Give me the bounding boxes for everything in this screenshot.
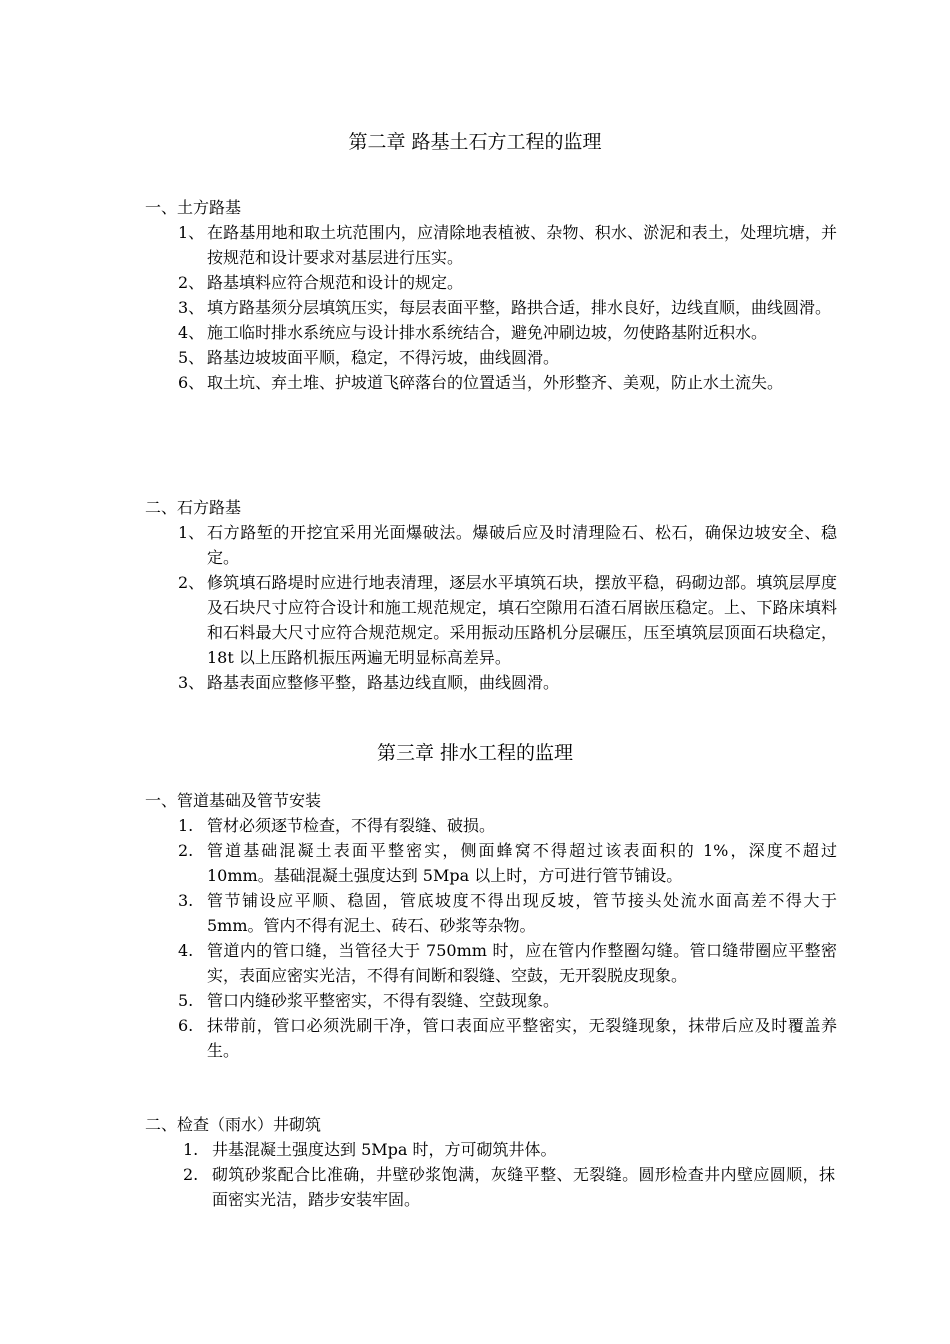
item-text: 管材必须逐节检查，不得有裂缝、破损。 (207, 816, 496, 835)
item-text: 在路基用地和取土坑范围内，应清除地表植被、杂物、积水、淤泥和表土，处理坑塘，并按规范和设计要求对基层进行压实。 (207, 223, 837, 267)
item-text: 管口内缝砂浆平整密实，不得有裂缝、空鼓现象。 (207, 991, 560, 1010)
item-number: 1、 (178, 223, 205, 242)
item-number: 1. (178, 816, 194, 835)
list-item (178, 270, 837, 295)
item-number: 4、 (178, 323, 205, 342)
list-item (178, 888, 837, 938)
item-number: 1. (183, 1140, 199, 1159)
list-item (178, 670, 837, 695)
chapter-2-title: 第二章 路基土石方工程的监理 (348, 131, 602, 153)
item-text: 填方路基须分层填筑压实，每层表面平整，路拱合适，排水良好，边线直顺，曲线圆滑。 (207, 298, 832, 317)
item-text: 取土坑、弃土堆、护坡道飞碎落台的位置适当，外形整齐、美观，防止水土流失。 (207, 373, 784, 392)
earth-subgrade-list (0, 220, 950, 395)
item-number: 3、 (178, 673, 205, 692)
list-item (178, 370, 837, 395)
list-item (183, 1162, 835, 1212)
item-number: 1、 (178, 523, 205, 542)
list-item (178, 520, 837, 570)
item-number: 6、 (178, 373, 205, 392)
list-item (178, 220, 837, 270)
section-pipe-foundation-heading: 一、管道基础及管节安装 (145, 791, 322, 810)
item-text: 抹带前，管口必须洗刷干净，管口表面应平整密实，无裂缝现象，抹带后应及时覆盖养生。 (207, 1016, 837, 1060)
item-number: 2. (178, 841, 194, 860)
item-text: 路基填料应符合规范和设计的规定。 (207, 273, 464, 292)
list-item (183, 1137, 835, 1162)
item-number: 2、 (178, 273, 205, 292)
item-text: 施工临时排水系统应与设计排水系统结合，避免冲刷边坡，勿使路基附近积水。 (207, 323, 768, 342)
item-text: 管节铺设应平顺、稳固，管底坡度不得出现反坡，管节接头处流水面高差不得大于 5mm。管内不得有泥土、砖石、砂浆等杂物。 (207, 891, 837, 935)
section-manhole-heading: 二、检查（雨水）井砌筑 (145, 1115, 322, 1134)
item-text: 管道基础混凝土表面平整密实，侧面蜂窝不得超过该表面积的 1%，深度不超过 10mm。基础混凝土强度达到 5Mpa 以上时，方可进行管节铺设。 (207, 841, 837, 885)
item-number: 3、 (178, 298, 205, 317)
list-item (178, 838, 837, 888)
item-number: 5、 (178, 348, 205, 367)
manhole-list (0, 1137, 950, 1212)
item-text: 井基混凝土强度达到 5Mpa 时，方可砌筑井体。 (212, 1140, 557, 1159)
list-item (178, 813, 837, 838)
item-text: 路基边坡坡面平顺，稳定，不得污坡，曲线圆滑。 (207, 348, 560, 367)
item-text: 石方路堑的开挖宜采用光面爆破法。爆破后应及时清理险石、松石，确保边坡安全、稳定。 (207, 523, 837, 567)
list-item (178, 295, 837, 320)
item-number: 4. (178, 941, 194, 960)
list-item (178, 345, 837, 370)
list-item (178, 320, 837, 345)
pipe-foundation-list (0, 813, 950, 1063)
item-text: 修筑填石路堤时应进行地表清理，逐层水平填筑石块，摆放平稳，码砌边部。填筑层厚度及石块尺寸应符合设计和施工规范规定，填石空隙用石渣石屑嵌压稳定。上、下路床填料和石料最大尺寸应符合规范规定。采用振动压路机分层碾压，压至填筑层顶面石块稳定，18t 以上压路机振压两遍无明显标高差异。 (207, 573, 837, 667)
list-item (178, 988, 837, 1013)
item-number: 2、 (178, 573, 205, 592)
item-number: 2. (183, 1165, 199, 1184)
item-number: 5. (178, 991, 194, 1010)
list-item (178, 938, 837, 988)
chapter-3-title: 第三章 排水工程的监理 (376, 742, 574, 764)
rock-subgrade-list (0, 520, 950, 695)
list-item (178, 1013, 837, 1063)
item-number: 6. (178, 1016, 194, 1035)
list-item (178, 570, 837, 670)
item-number: 3. (178, 891, 194, 910)
item-text: 砌筑砂浆配合比准确，井壁砂浆饱满，灰缝平整、无裂缝。圆形检查井内壁应圆顺，抹面密实光洁，踏步安装牢固。 (212, 1165, 835, 1209)
section-earth-subgrade-heading: 一、土方路基 (145, 198, 242, 217)
item-text: 路基表面应整修平整，路基边线直顺，曲线圆滑。 (207, 673, 560, 692)
section-rock-subgrade-heading: 二、石方路基 (145, 498, 242, 517)
item-text: 管道内的管口缝，当管径大于 750mm 时，应在管内作整圈勾缝。管口缝带圈应平整密实，表面应密实光洁，不得有间断和裂缝、空鼓，无开裂脱皮现象。 (207, 941, 837, 985)
